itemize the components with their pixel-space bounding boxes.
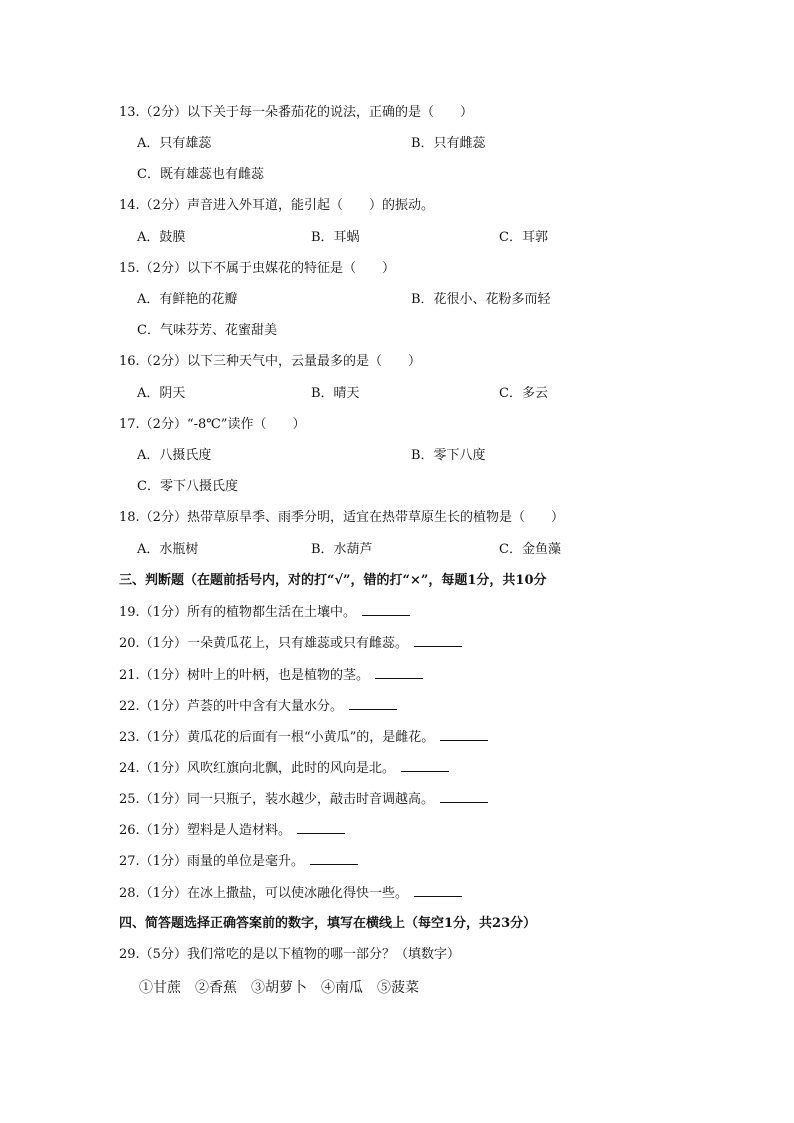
judge-text: 22.（1分）芦荟的叶中含有大量水分。 [119,699,343,714]
q18-option-c: C．金鱼藻 [499,542,561,557]
answer-blank[interactable] [414,884,462,897]
q13-option-c: C．既有雄蕊也有雌蕊 [137,167,264,182]
judge-text: 19.（1分）所有的植物都生活在土壤中。 [119,605,356,620]
q15-option-b: B．花很小、花粉多而轻 [411,292,551,307]
judge-item-22 [119,697,397,716]
q16-option-b: B．晴天 [311,386,360,401]
judge-text: 27.（1分）雨量的单位是毫升。 [119,854,304,869]
answer-blank[interactable] [362,603,410,616]
section-3-heading: 三、判断题（在题前括号内，对的打“√”，错的打“×”，每题1分，共10分 [119,573,547,588]
q15-option-c: C．气味芬芳、花蜜甜美 [137,323,277,338]
answer-blank[interactable] [401,759,449,772]
q14-option-c: C．耳郭 [499,230,548,245]
q18-stem: 18.（2分）热带草原旱季、雨季分明，适宜在热带草原生长的植物是（ ） [119,510,564,525]
judge-text: 26.（1分）塑料是人造材料。 [119,823,291,838]
q15-option-a: A．有鲜艳的花瓣 [137,292,238,307]
answer-blank[interactable] [349,697,397,710]
section-4-heading: 四、简答题选择正确答案前的数字，填写在横线上（每空1分，共23分） [119,916,537,931]
q17-option-b: B．零下八度 [411,448,486,463]
answer-blank[interactable] [375,666,423,679]
q13-stem: 13.（2分）以下关于每一朵番茄花的说法，正确的是（ ） [119,105,473,120]
judge-item-26 [119,821,345,840]
judge-text: 23.（1分）黄瓜花的后面有一根“小黄瓜”的，是雌花。 [119,730,435,745]
judge-text: 25.（1分）同一只瓶子，装水越少，敲击时音调越高。 [119,792,434,807]
q14-option-b: B．耳蜗 [311,230,360,245]
q17-stem: 17.（2分）“-8℃”读作（ ） [119,417,306,432]
answer-blank[interactable] [414,634,462,647]
answer-blank[interactable] [310,852,358,865]
q18-option-a: A．水瓶树 [137,542,199,557]
q16-stem: 16.（2分）以下三种天气中，云量最多的是（ ） [119,354,421,369]
judge-item-28 [119,884,462,903]
q18-option-b: B．水葫芦 [311,542,373,557]
judge-item-20 [119,634,462,653]
q16-option-a: A．阴天 [137,386,186,401]
q17-option-c: C．零下八摄氏度 [137,479,238,494]
q13-option-b: B．只有雌蕊 [411,136,486,151]
judge-item-24 [119,759,449,778]
judge-item-19 [119,603,410,622]
q29-options: ①甘蔗 ②香蕉 ③胡萝卜 ④南瓜 ⑤菠菜 [139,980,419,996]
q29-stem: 29.（5分）我们常吃的是以下植物的哪一部分？（填数字） [119,947,460,962]
judge-text: 28.（1分）在冰上撒盐，可以使冰融化得快一些。 [119,886,408,901]
q14-stem: 14.（2分）声音进入外耳道，能引起（ ）的振动。 [119,198,434,213]
q17-option-a: A．八摄氏度 [137,448,212,463]
judge-text: 20.（1分）一朵黄瓜花上，只有雄蕊或只有雌蕊。 [119,636,408,651]
answer-blank[interactable] [297,821,345,834]
judge-item-21 [119,666,423,685]
judge-item-25 [119,790,488,809]
judge-item-27 [119,852,358,871]
judge-text: 21.（1分）树叶上的叶柄，也是植物的茎。 [119,668,369,683]
q13-option-a: A．只有雄蕊 [137,136,212,151]
q14-option-a: A．鼓膜 [137,230,186,245]
answer-blank[interactable] [440,790,488,803]
q16-option-c: C．多云 [499,386,548,401]
judge-text: 24.（1分）风吹红旗向北飘，此时的风向是北。 [119,761,395,776]
answer-blank[interactable] [440,728,488,741]
judge-item-23 [119,728,488,747]
q15-stem: 15.（2分）以下不属于虫媒花的特征是（ ） [119,261,395,276]
